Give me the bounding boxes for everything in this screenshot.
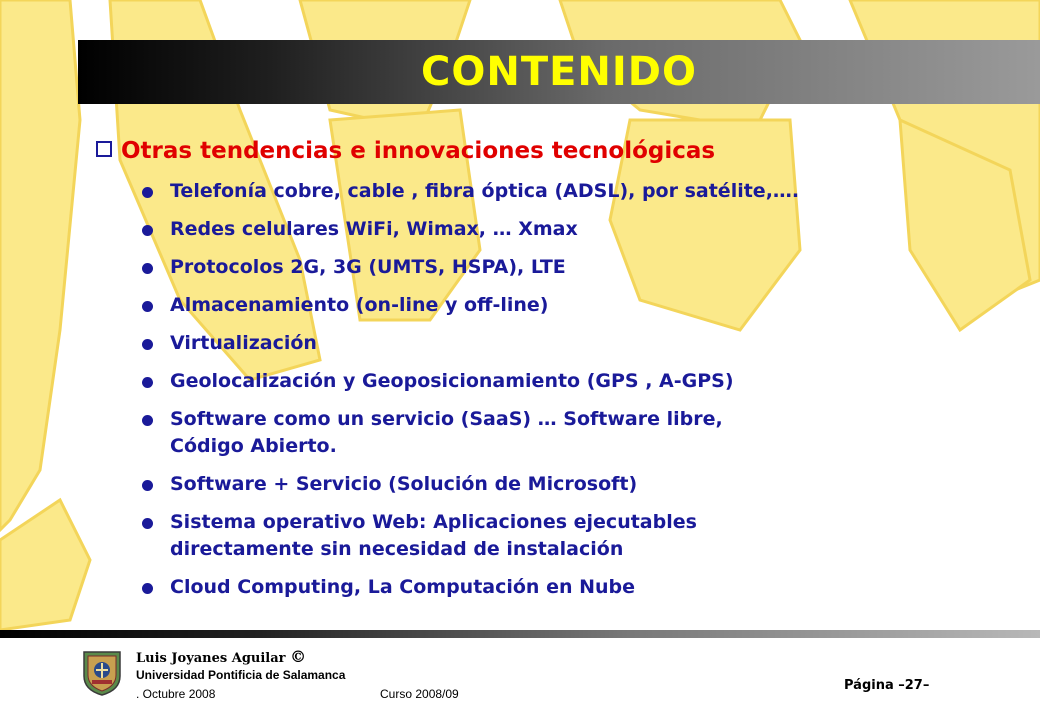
list-item-text: Redes celulares WiFi, Wimax, … Xmax [170,218,578,240]
slide-title: CONTENIDO [420,49,697,95]
list-item-text: Virtualización [170,332,317,354]
list-item-text: Cloud Computing, La Computación en Nube [170,576,636,598]
list-item-text: Sistema operativo Web: Aplicaciones ejecutables directamente sin necesidad de instalación [170,511,697,560]
list-item [140,254,1020,281]
checkbox-bullet-icon [96,141,112,157]
round-bullet-icon [142,415,153,426]
round-bullet-icon [142,339,153,350]
list-item [140,178,1020,205]
round-bullet-icon [142,518,153,529]
round-bullet-icon [142,583,153,594]
list-item-text: Software como un servicio (SaaS) … Software libre, Código Abierto. [170,408,723,457]
university-seal-icon [82,648,122,696]
round-bullet-icon [142,377,153,388]
title-bar [78,40,1040,104]
list-item [140,509,1020,563]
round-bullet-icon [142,187,153,198]
bullet-list [140,178,1020,612]
author-name [136,647,306,666]
section-heading-text: Otras tendencias e innovaciones tecnológicas [121,138,716,164]
list-item [140,330,1020,357]
author-text: Luis Joyanes Aguilar [136,651,286,666]
course-label: Curso 2008/09 [380,687,459,701]
university-name: Universidad Pontificia de Salamanca [136,668,346,682]
copyright-symbol: © [290,647,307,666]
list-item-text: Geolocalización y Geoposicionamiento (GPS , A-GPS) [170,370,734,392]
list-item-text: Almacenamiento (on-line y off-line) [170,294,549,316]
list-item [140,216,1020,243]
list-item [140,574,1020,601]
list-item-text: Protocolos 2G, 3G (UMTS, HSPA), LTE [170,256,566,278]
round-bullet-icon [142,301,153,312]
page-number: Página –27– [844,678,930,693]
round-bullet-icon [142,480,153,491]
section-heading [96,138,715,164]
date-label: . Octubre 2008 [136,687,216,701]
list-item [140,292,1020,319]
list-item-text: Telefonía cobre, cable , fibra óptica (ADSL), por satélite,…. [170,180,800,202]
list-item [140,368,1020,395]
list-item-text: Software + Servicio (Solución de Microsoft) [170,473,638,495]
footer-divider [0,630,1040,638]
round-bullet-icon [142,225,153,236]
list-item [140,471,1020,498]
list-item [140,406,1020,460]
round-bullet-icon [142,263,153,274]
